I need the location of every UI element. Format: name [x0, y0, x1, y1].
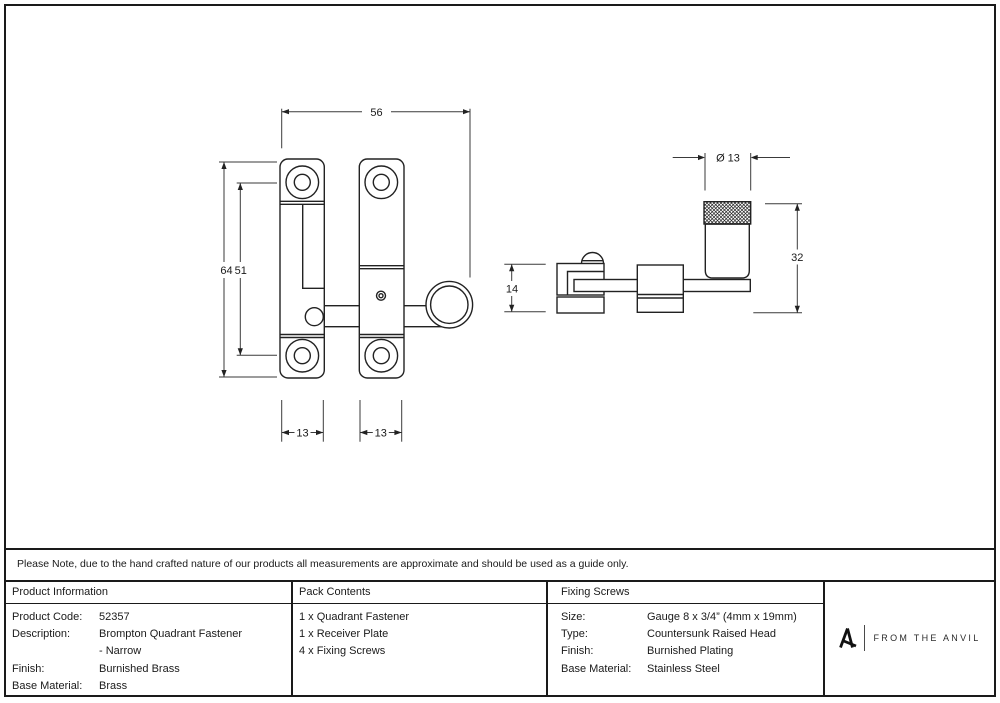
row-label: Base Material: [561, 662, 632, 675]
front-view-fastener [280, 159, 473, 378]
table-row [12, 643, 297, 660]
brand-name: FROM THE ANVIL [873, 632, 981, 643]
logo-divider [864, 625, 865, 651]
dim-left-plate-width: 13 [296, 427, 309, 440]
pivot-pin [305, 308, 323, 326]
list-item: 1 x Receiver Plate [299, 628, 389, 641]
dim-plate-height: 64 [220, 265, 233, 277]
screw-hole [365, 339, 398, 372]
table-row [12, 609, 297, 626]
row-value: Gauge 8 x 3/4” (4mm x 19mm) [647, 611, 797, 623]
row-label: Finish: [561, 645, 594, 658]
pack-contents-column [293, 580, 552, 695]
brand-cell [825, 580, 994, 695]
ring-handle-inner [431, 286, 468, 323]
dim-overall-height: 32 [791, 252, 804, 264]
row-label: Type: [561, 628, 588, 641]
side-view-fastener [557, 202, 751, 313]
screw-hole [365, 166, 398, 199]
table-row [561, 626, 836, 643]
row-value: Brass [99, 679, 128, 692]
screw-hole [286, 166, 319, 199]
dim-hole-spacing: 51 [234, 265, 247, 277]
row-value: Burnished Plating [647, 645, 734, 658]
table-row [561, 661, 836, 678]
row-value: Brompton Quadrant Fastener [99, 628, 243, 641]
table-row [12, 678, 297, 695]
bracket-base-plate [557, 297, 604, 313]
list-item: 1 x Quadrant Fastener [299, 611, 410, 623]
note-text: Please Note, due to the hand crafted nature of our products all measurements are approximate and should be used as a guide only. [17, 558, 629, 570]
dim-right-plate-width: 13 [374, 427, 387, 440]
table-row [12, 661, 297, 678]
note-bar [6, 550, 994, 578]
product-info-column [6, 580, 297, 695]
fixing-screws-column [548, 580, 836, 695]
pack-contents-header: Pack Contents [299, 586, 371, 598]
fixing-screws-header: Fixing Screws [561, 586, 630, 598]
list-item: 4 x Fixing Screws [299, 645, 386, 658]
row-value: Stainless Steel [647, 662, 720, 675]
dim-bracket-height: 14 [505, 283, 519, 296]
fastener-block-side [637, 265, 683, 312]
anvil-logo-icon [838, 626, 858, 650]
row-value: Countersunk Raised Head [647, 628, 777, 641]
table-row [12, 626, 297, 643]
knurled-knob-cap [704, 202, 751, 224]
row-value: - Narrow [99, 645, 142, 658]
row-value: Burnished Brass [99, 662, 180, 675]
row-label: Product Code: [12, 611, 83, 623]
knob-body [705, 224, 749, 278]
row-label [12, 643, 99, 660]
screw-hole [286, 339, 319, 372]
row-label: Size: [561, 611, 586, 623]
row-label: Description: [12, 628, 71, 641]
dim-knob-diameter: Ø 13 [716, 152, 740, 165]
table-row [561, 643, 836, 660]
row-label: Base Material: [12, 679, 83, 692]
keeper-pin-dome [582, 253, 604, 264]
row-label: Finish: [12, 662, 45, 675]
table-row [561, 609, 836, 626]
row-value: 52357 [99, 611, 130, 623]
product-info-header: Product Information [12, 586, 108, 598]
dim-overall-width: 56 [370, 107, 383, 119]
